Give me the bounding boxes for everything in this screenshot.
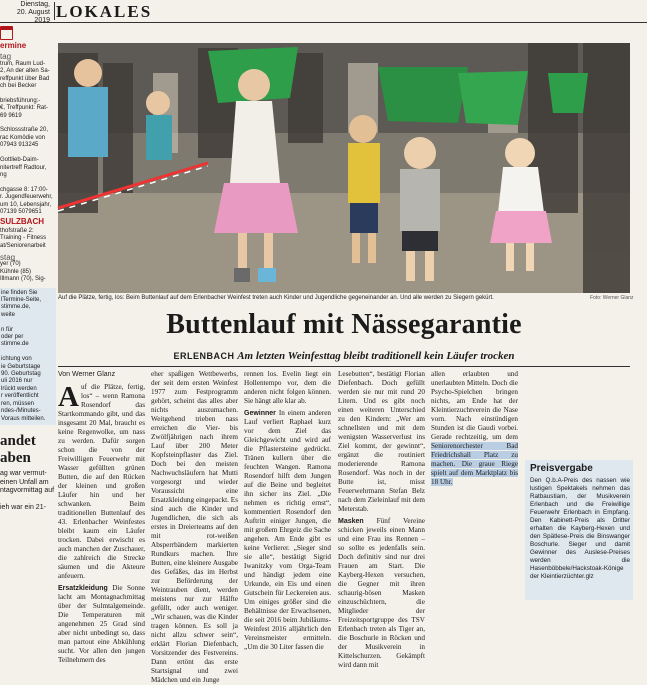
photo-credit: Foto: Werner Glanz (590, 295, 634, 301)
info-box-line: uli 2016 nur (1, 378, 33, 385)
birthday-list-line: yer (70) (0, 261, 21, 268)
info-box-line: stimme.de (1, 341, 29, 348)
event-list-line: ng (0, 171, 7, 178)
article-text: Lesebutten“, bestätigt Florian Diefenbach. Doch gefüllt werden sie nur mit rund 20 Litern. Und es gibt noch einen weiteren Unterschied zu den Kindern: „Wer am schnellsten und mit dem wenigsten Wasserverlust ins Ziel kommt, der gewinnt“, ergänzt die routiniert moderierende Ramona Rosendorf. Was noch in der Butte ist, misst Feuerwehrmann Stefan Belz nach dem Zieleinlauf mit dem Meterstab. (338, 370, 425, 513)
info-box-line: r veröffentlicht (1, 393, 39, 400)
info-box-line: oder per (1, 334, 24, 341)
dateline-place: ERLENBACH (173, 351, 235, 361)
article-subheadline (58, 350, 630, 362)
day-heading: tag (0, 52, 12, 62)
article-column-5 (431, 370, 518, 486)
info-box-line (1, 319, 55, 326)
info-box-line: ren, müssen (1, 400, 35, 407)
sidebar-text: Den Q.b.A-Preis des nassen wie lustigen Spektakels nehmen das Ratbaustiam, der Musikverein Erlenbach und die Freiwillige Feuerwehr Erlenbach in Empfang. Den Kabinett-Preis als Dritter erhalten die Kayberg-Hexen und den Spätlese-Preis die Binswanger Boschurle. Sieger und damit Gewinner des Auslese-Preises werden die Hasenböbbele/Hackstoak-Könige der Kleintierzüchter.glz (530, 477, 630, 580)
teaser-text-line (0, 496, 56, 505)
teaser-text-line: ntagvormittag auf (0, 487, 55, 495)
article-text: allen erlaubten und unerlaubten Mitteln. Doch die Psycho-Spielchen bringen nichts, am Ende hat der Kleintierzuchtverein die Nase vorn. Nach einstündigen Stunden ist die Gaudi vorbei. Gerade rechtzeitig, um dem (431, 370, 518, 441)
article-text: Die Sonne lacht am Montagnachmittag über der Sulmtalgemeinde. Die Temperaturen mit angenehmen 25 Grad sind aber nicht unbedingt so, dass man partout eine Abkühlung sucht. Vor allen den jungen Teilnehmern des (58, 584, 145, 664)
termine-heading: ermine (0, 41, 27, 50)
event-list-line: nitertreff Radtour, (0, 164, 47, 171)
event-list-line: Schlossstraße 20, (0, 127, 49, 134)
info-box-line: ie Geburtstage (1, 363, 41, 370)
article-column-1 (58, 370, 145, 664)
article-subheading: Ersatzkleidung (58, 585, 108, 592)
event-list-line: €, Treffpunkt: Rat- (0, 105, 48, 112)
teaser-text (0, 470, 56, 513)
event-list-line: chgasse 8: 17:00- (0, 186, 48, 193)
article-column-3 (244, 370, 332, 651)
article-text: rennen los. Evelin liegt ein Hollentempo vor, dem die anderen nicht folgen können. Sie hängt alle klar ab. (244, 370, 331, 405)
info-box-line: Voraus mitteilen. (1, 415, 46, 422)
birthday-list-line: Illmann (70), Sig- (0, 276, 46, 283)
teaser-headline (0, 433, 56, 467)
sulzbach-event-list (0, 228, 56, 250)
sulzbach-heading: SULZBACH (0, 217, 44, 227)
event-list-line: Gottlieb-Daim- (0, 157, 39, 164)
article-photo (58, 43, 630, 293)
article-byline: Von Werner Glanz (58, 371, 116, 378)
info-box-line (1, 349, 55, 356)
event-list-line (0, 150, 56, 157)
info-box-line: lTermine-Seite, (1, 297, 42, 303)
sidebar-title: Preisvergabe (530, 463, 593, 474)
article-headline: Buttenlauf mit Nässegarantie (166, 309, 522, 340)
issue-date (4, 1, 50, 25)
photo-caption: Auf die Plätze, fertig, los: Beim Buttenlauf auf dem Erlenbacher Weinfest treten auch Kinder und Jugendliche gegeneinander an. Und alle werden zu Siegern gekürt. (58, 295, 494, 301)
sulzbach-list-line: Training - Fitness (0, 235, 47, 242)
article-deck: Am letzten Weinfesttag bleibt traditionell kein Läufer trocken (237, 350, 515, 362)
teaser-headline-line: andet (0, 432, 36, 449)
birthday-list-line: Kühnle (85) (0, 268, 32, 275)
info-box-line: ine finden Sie (1, 289, 38, 296)
event-list-line: 07139 5079651 (0, 208, 42, 215)
article-text: eher spaßigen Wettbewerbs, der seit dem ersten Weinfest 1977 zum Festprogramm gehört, scheint das alles aber nichts auszumachen. Weitgehend trieben nass erreichen die Vier- bis Zwölfjährigen nach ihrem Lauf über 200 Meter Kopfsteinpflaster das Ziel. Doch bei den meisten Nachwuchsläufern hat Mutti vorgesorgt und wieder Voraussicht eine Ersatzkleidung eingepackt. Es sind auch die Kinder und Jugendlichen, die sich als erstes in Dreierteams auf den mit rot-weißen Absperrbändern markierten Rundkurs machen. Ihre Butten, eine kleinere Ausgabe des Gefäßes, das im Herbst zur Beförderung der Weintrauben dient, werden meistens nur zur Hälfte gefüllt, oder auch weniger. „Wir schauen, was die Kinder tragen können. Es soll ja nicht allzu schwer sein“, erklärt Florian Diefenbach, Vorsitzender des Festvereins. Dann ertönt das erste Startsignal und zwei Mädchen und ein Junge (151, 370, 238, 684)
teaser-text-line: ieh war ein 21- (0, 504, 46, 512)
left-sidebar-column (0, 24, 56, 600)
article-text: Fünf Vereine schicken jeweils einen Mann und eine Frau ins Rennen – so sollte es jedenfalls sein. Doch definitiv sind nur drei Frauen am Start. Die Kayberg-Hexen versuchen, die Gegner mit ihren schaurig-bösen Masken einzuschüchtern, die Mitglieder der Freizeitsportgruppe des TSV Erlenbach treten als Tiger an, die Boschurle in Röcken und der Musikverein in Kittelschurzen. Gekämpft wird dann mit (338, 517, 425, 669)
event-list (0, 61, 56, 217)
event-list-line: 07943 913245 (0, 142, 39, 149)
article-subheading: Gewinner (244, 410, 276, 417)
event-list-line: r. Jugendfeuerwehr, (0, 194, 53, 201)
headline-rule (58, 366, 630, 367)
sulzbach-list-line: thofstraße 2: (0, 227, 34, 234)
event-list-line: rac Komödie von (0, 134, 46, 141)
birthday-heading: stag (0, 252, 16, 262)
info-box-line: ichtung von (1, 356, 32, 363)
teaser-text-line: ag war vermut- (0, 469, 47, 477)
article-text: uf die Plätze, fertig, los“ – wenn Ramona Rosendorf das Startkommando gibt, und das insgesamt 20 Mal, braucht es keine Regenwolke, um nass zu werden. Dafür sorgen schon die von der Freiwilligen Feuerwehr mit Wasser gefüllten grünen Butten, die auf den Rücken der kleinen und großen Läufer hin und her schwanken. Beim traditionellen Buttenlauf des 43. Erlenbacher Weinfestes bleibt kaum ein Läufer trocken. Dabei erwischt es auch manchen der Zuschauer, die zahlreich die Strecke säumen und die Akteure anfeuern. (58, 383, 145, 580)
photo-illustration (58, 43, 630, 293)
article-column-4 (338, 370, 425, 669)
article-subheading: Masken (338, 518, 364, 525)
event-list-line: trum, Raum Lud- (0, 60, 46, 67)
calendar-icon (0, 26, 13, 40)
info-box-line: lrückt werden (1, 385, 37, 392)
info-box-line: n für (1, 326, 14, 333)
sulzbach-list-line: at/Seniorenarbeit (0, 242, 46, 249)
section-title: LOKALES (56, 2, 153, 21)
event-list-line: 69 9619 (0, 112, 22, 119)
info-box-line: weite (1, 311, 16, 318)
event-list-line: 2, An der alten Sa- (0, 68, 50, 75)
issue-date-text: 20. August 2019 (16, 9, 50, 24)
info-box-line: 90. Geburtstag (1, 371, 41, 378)
article-text: In einem anderen Lauf verliert Raphael kurz vor dem Ziel das Gleichgewicht und wird auf die Pflastersteine gedrückt. Tränen kullern über die feuchten Wangen. Ramona Rosendorf hilft dem Jungen auf die Beine und begleitet ihn sicher ins Ziel. „Die nehmen es richtig ernst“, kommentiert Rosendorf den Auftritt einiger Jungen, die mit großem Ehrgeiz die Sache angehen. Am Ende gibt es keine Verlierer. „Sieger sind sie alle“, bestätigt Sigrid Iwanitzky vom Orga-Team und händigt jedem eine Urkunde, ein Eis und einen Gutschein für Leckereien aus. Um einiges größer sind die Behältnisse der Erwachsenen, die seit 2016 beim Jubiläums-Weinfest 2016 alljährlich den Vereinsmeister ermitteln. „Um die 30 Liter fassen die (244, 409, 332, 651)
teaser-headline-line: aben (0, 449, 31, 466)
birthday-list (0, 261, 56, 283)
article-column-2 (151, 370, 238, 684)
event-list-line: um 10, Lebensjahr, (0, 201, 52, 208)
teaser-text-line: einen Unfall am (0, 478, 49, 486)
event-list-line: ch bei Becker (0, 83, 37, 90)
issue-weekday: Dienstag, (20, 1, 50, 8)
info-box-line: ndes-/Minutes- (1, 408, 41, 415)
event-list-line: briebsführung:- (0, 97, 41, 104)
event-list-line: reffpunkt über Bad (0, 75, 50, 82)
drop-cap: A (58, 381, 79, 413)
info-box-line: stimme.de, (1, 304, 31, 311)
header-divider (54, 2, 55, 20)
info-box (0, 288, 56, 425)
event-list-line (0, 120, 56, 127)
highlighted-text: Seniorenorchester Bad Friedrichshall Platz zu machen. Die graue Riege spielt auf dem Marktplatz bis 18 Uhr. (431, 442, 518, 486)
event-list-line (0, 90, 56, 97)
event-list-line (0, 179, 56, 186)
